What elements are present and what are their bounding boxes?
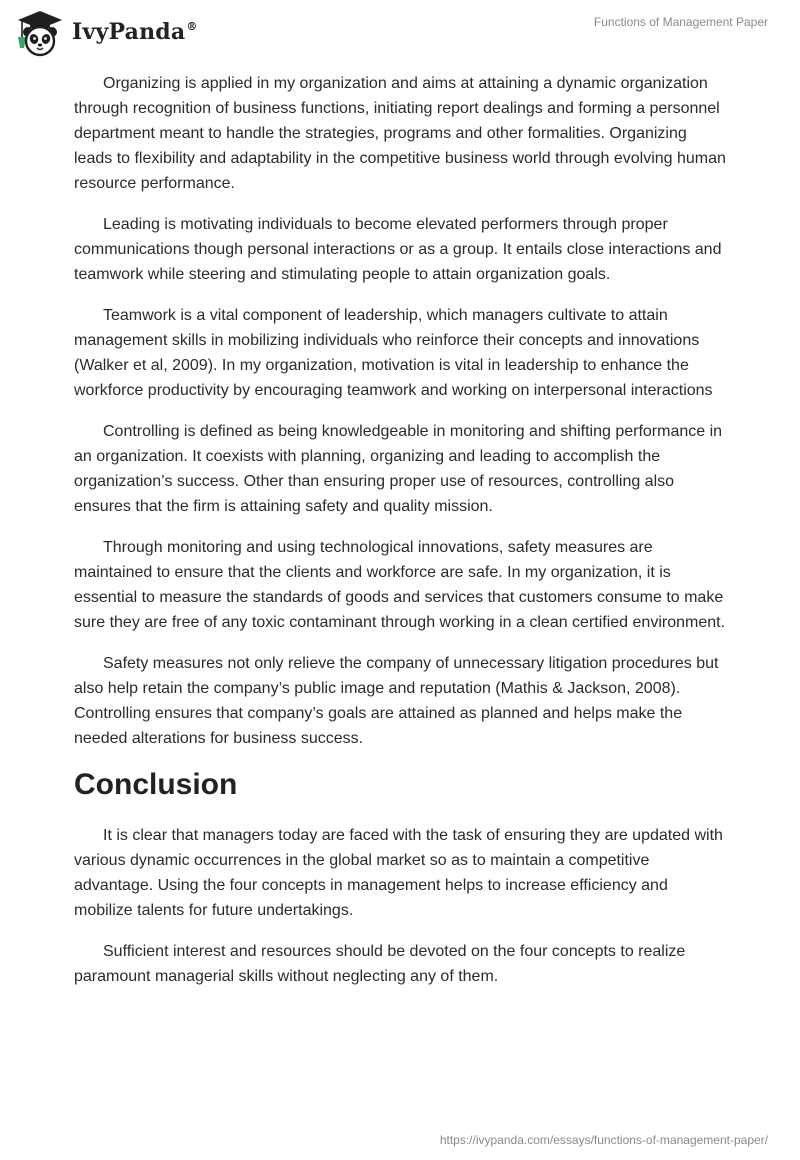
paragraph-controlling: Controlling is defined as being knowledgeable in monitoring and shifting performance in an organization. It coexists with planning, organizing and leading to accomplish the organization’s success. Other than ensuring proper use of resources, controlling also ensures that the firm is attaining safety and quality mission. (74, 423, 723, 515)
essay-content (74, 71, 726, 1005)
paragraph-teamwork: Teamwork is a vital component of leadership, which managers cultivate to attain management skills in mobilizing individuals who reinforce their concepts and innovations (Walker et al, 2009). In my organization, motivation is vital in leadership to enhance the workforce productivity by encouraging teamwork and working on interpersonal interactions (74, 307, 713, 399)
paragraph-safety-monitoring: Through monitoring and using technological innovations, safety measures are maintained to ensure that the clients and workforce are safe. In my organization, it is essential to measure the standards of goods and services that customers consume to make sure they are free of any toxic contaminant through working in a clean certified environment. (74, 539, 726, 631)
ivypanda-logo[interactable] (14, 8, 198, 58)
brand-name: IvyPanda® (72, 19, 198, 45)
paragraph-leading: Leading is motivating individuals to become elevated performers through proper communications though personal interactions or as a group. It entails close interactions and teamwork while steering and stimulating people to attain organization goals. (74, 216, 722, 283)
paragraph-safety-measures: Safety measures not only relieve the company of unnecessary litigation procedures but also help retain the company’s public image and reputation (Mathis & Jackson, 2008). Controlling ensures that company’s goals are attained as planned and helps make the needed alterations for business success. (74, 655, 719, 747)
source-url[interactable]: https://ivypanda.com/essays/functions-of-management-paper/ (439, 1133, 768, 1147)
conclusion-heading: Conclusion (74, 768, 238, 801)
panda-graduation-cap-icon (14, 8, 66, 58)
paragraph-organizing: Organizing is applied in my organization and aims at attaining a dynamic organization through recognition of business functions, initiating report dealings and forming a personnel department meant to handle the strategies, programs and other formalities. Organizing leads to flexibility and adaptability in the competitive business world through evolving human resource performance. (74, 75, 726, 192)
paragraph-conclusion-2: Sufficient interest and resources should be devoted on the four concepts to realize paramount managerial skills without neglecting any of them. (74, 943, 686, 985)
paragraph-conclusion-1: It is clear that managers today are faced with the task of ensuring they are updated with various dynamic occurrences in the global market so as to maintain a competitive advantage. Using the four concepts in management helps to increase efficiency and mobilize talents for future undertakings. (74, 827, 723, 919)
registered-mark: ® (186, 20, 198, 33)
document-title: Functions of Management Paper (593, 15, 768, 29)
page-header (0, 0, 800, 64)
